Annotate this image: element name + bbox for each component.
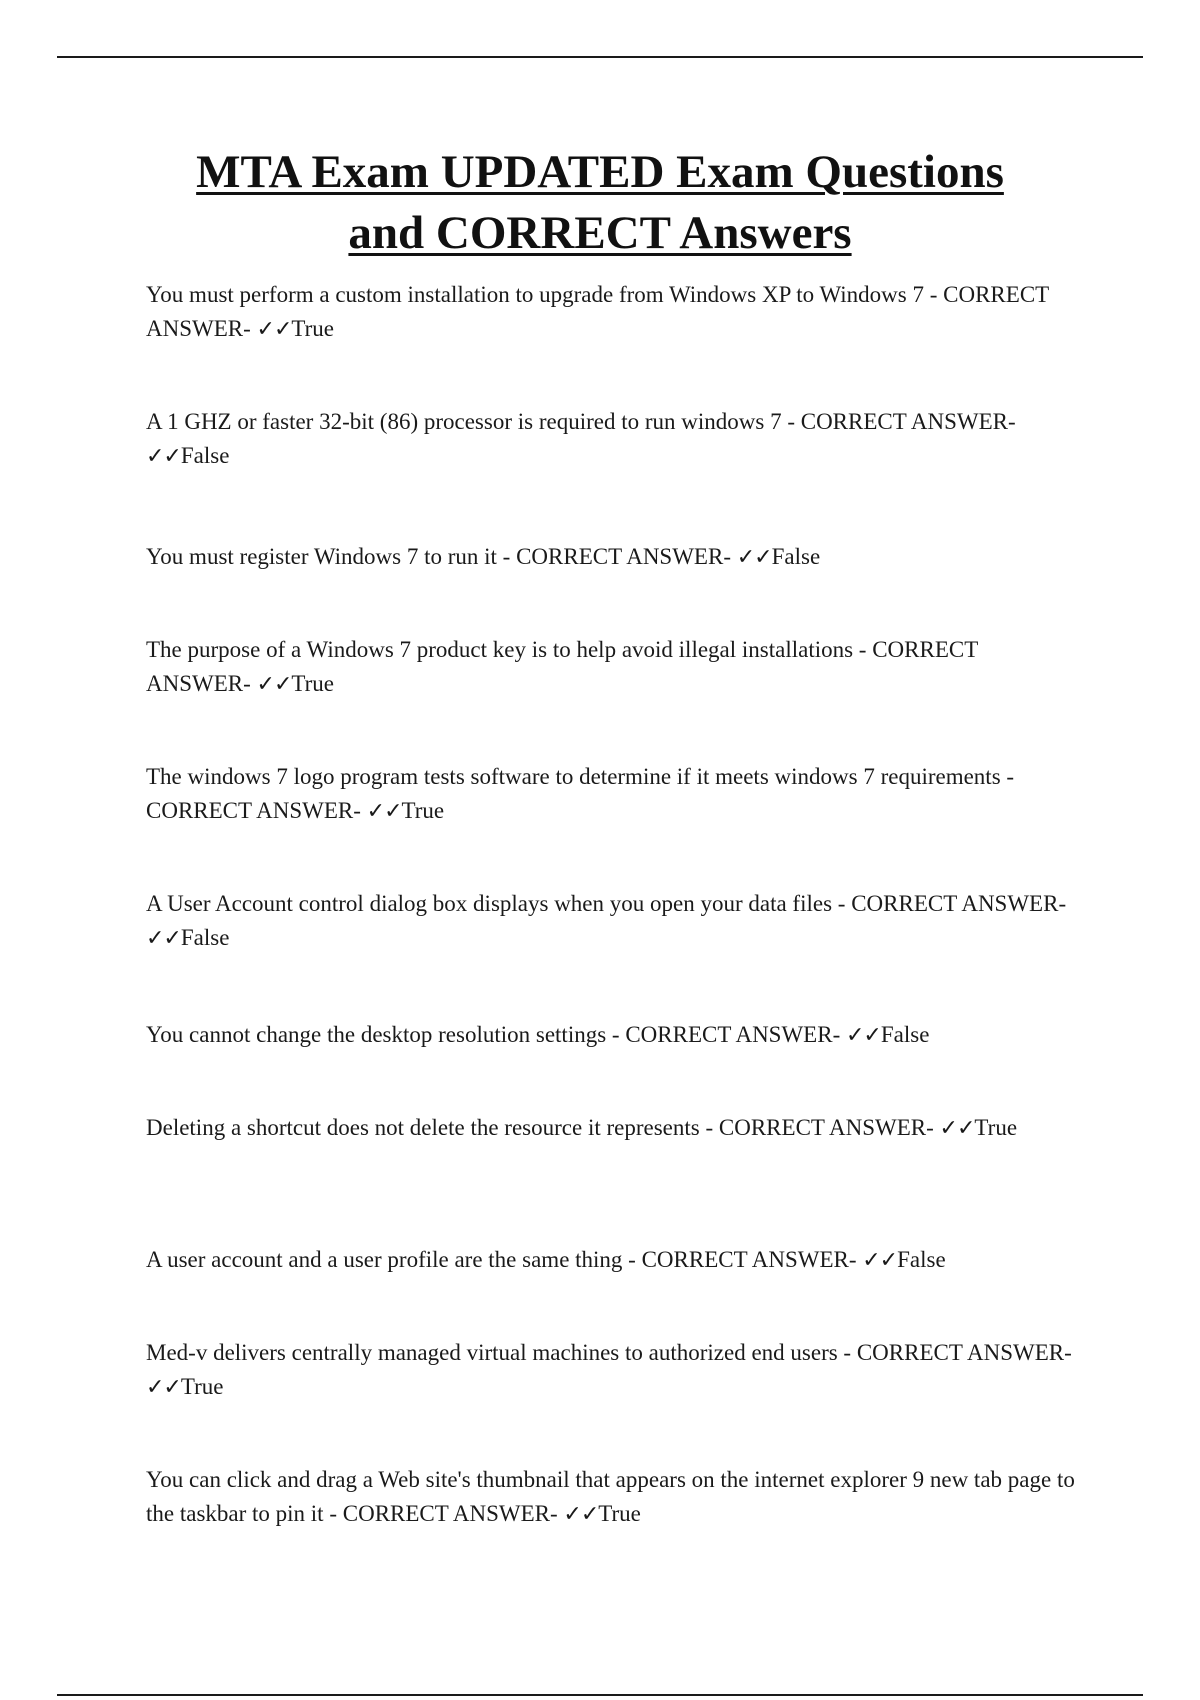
question-item	[146, 1336, 1076, 1405]
question-text: Deleting a shortcut does not delete the resource it represents -	[146, 1115, 714, 1140]
answer-value: True	[291, 671, 335, 696]
double-check-icon: ✓✓	[845, 1023, 881, 1048]
answer-prefix: CORRECT ANSWER-	[342, 1501, 558, 1526]
answer-value: False	[880, 1022, 930, 1047]
question-text: A 1 GHZ or faster 32-bit (86) processor is required to run windows 7 -	[146, 409, 795, 434]
question-item	[146, 1243, 1076, 1278]
answer-value: True	[180, 1374, 224, 1399]
question-item	[146, 633, 1076, 702]
answer-prefix: CORRECT ANSWER-	[146, 282, 1049, 341]
double-check-icon: ✓✓	[256, 317, 292, 342]
double-check-icon: ✓✓	[146, 444, 181, 469]
answer-prefix: CORRECT ANSWER-	[851, 891, 1067, 916]
footer-rule	[57, 1694, 1143, 1696]
double-check-icon: ✓✓	[563, 1502, 599, 1527]
answer-prefix: CORRECT ANSWER-	[625, 1022, 841, 1047]
question-item	[146, 1463, 1076, 1532]
title-line-2: and CORRECT Answers	[348, 207, 852, 259]
question-item	[146, 1111, 1076, 1146]
question-text: A user account and a user profile are the same thing -	[146, 1247, 636, 1272]
question-text: Med-v delivers centrally managed virtual machines to authorized end users -	[146, 1340, 852, 1365]
answer-prefix: CORRECT ANSWER-	[718, 1115, 934, 1140]
answer-prefix: CORRECT ANSWER-	[146, 637, 978, 696]
question-text: You can click and drag a Web site's thumbnail that appears on the internet explorer 9 new tab page to the taskbar to pin it -	[146, 1467, 1075, 1526]
answer-value: True	[598, 1501, 641, 1526]
header-rule	[57, 56, 1143, 58]
double-check-icon: ✓✓	[862, 1248, 898, 1273]
answer-prefix: CORRECT ANSWER-	[146, 798, 361, 823]
double-check-icon: ✓✓	[366, 799, 402, 824]
question-text: You must register Windows 7 to run it -	[146, 544, 511, 569]
double-check-icon: ✓✓	[256, 672, 292, 697]
question-text: You cannot change the desktop resolution settings -	[146, 1022, 620, 1047]
question-text: The windows 7 logo program tests software to determine if it meets windows 7 requirements -	[146, 764, 1015, 789]
answer-value: True	[974, 1115, 1018, 1140]
answer-value: False	[771, 544, 821, 569]
question-item	[146, 887, 1076, 956]
question-item	[146, 405, 1076, 474]
question-item	[146, 760, 1076, 829]
answer-prefix: CORRECT ANSWER-	[856, 1340, 1072, 1365]
question-text: A User Account control dialog box displays when you open your data files -	[146, 891, 846, 916]
document-title	[100, 142, 1100, 264]
question-item	[146, 278, 1076, 347]
double-check-icon: ✓✓	[146, 926, 181, 951]
answer-prefix: CORRECT ANSWER-	[800, 409, 1016, 434]
question-item	[146, 1018, 1076, 1053]
answer-value: True	[291, 316, 335, 341]
double-check-icon: ✓✓	[146, 1375, 181, 1400]
answer-prefix: CORRECT ANSWER-	[516, 544, 731, 569]
double-check-icon: ✓✓	[939, 1116, 975, 1141]
answer-value: True	[401, 798, 445, 823]
question-text: The purpose of a Windows 7 product key is to help avoid illegal installations -	[146, 637, 867, 662]
answer-value: False	[897, 1247, 946, 1272]
answer-value: False	[180, 443, 230, 468]
title-line-1: MTA Exam UPDATED Exam Questions	[196, 146, 1004, 198]
double-check-icon: ✓✓	[736, 545, 772, 570]
answer-prefix: CORRECT ANSWER-	[641, 1247, 857, 1272]
question-item	[146, 540, 1076, 575]
question-text: You must perform a custom installation to upgrade from Windows XP to Windows 7 -	[146, 282, 938, 307]
answer-value: False	[180, 925, 230, 950]
